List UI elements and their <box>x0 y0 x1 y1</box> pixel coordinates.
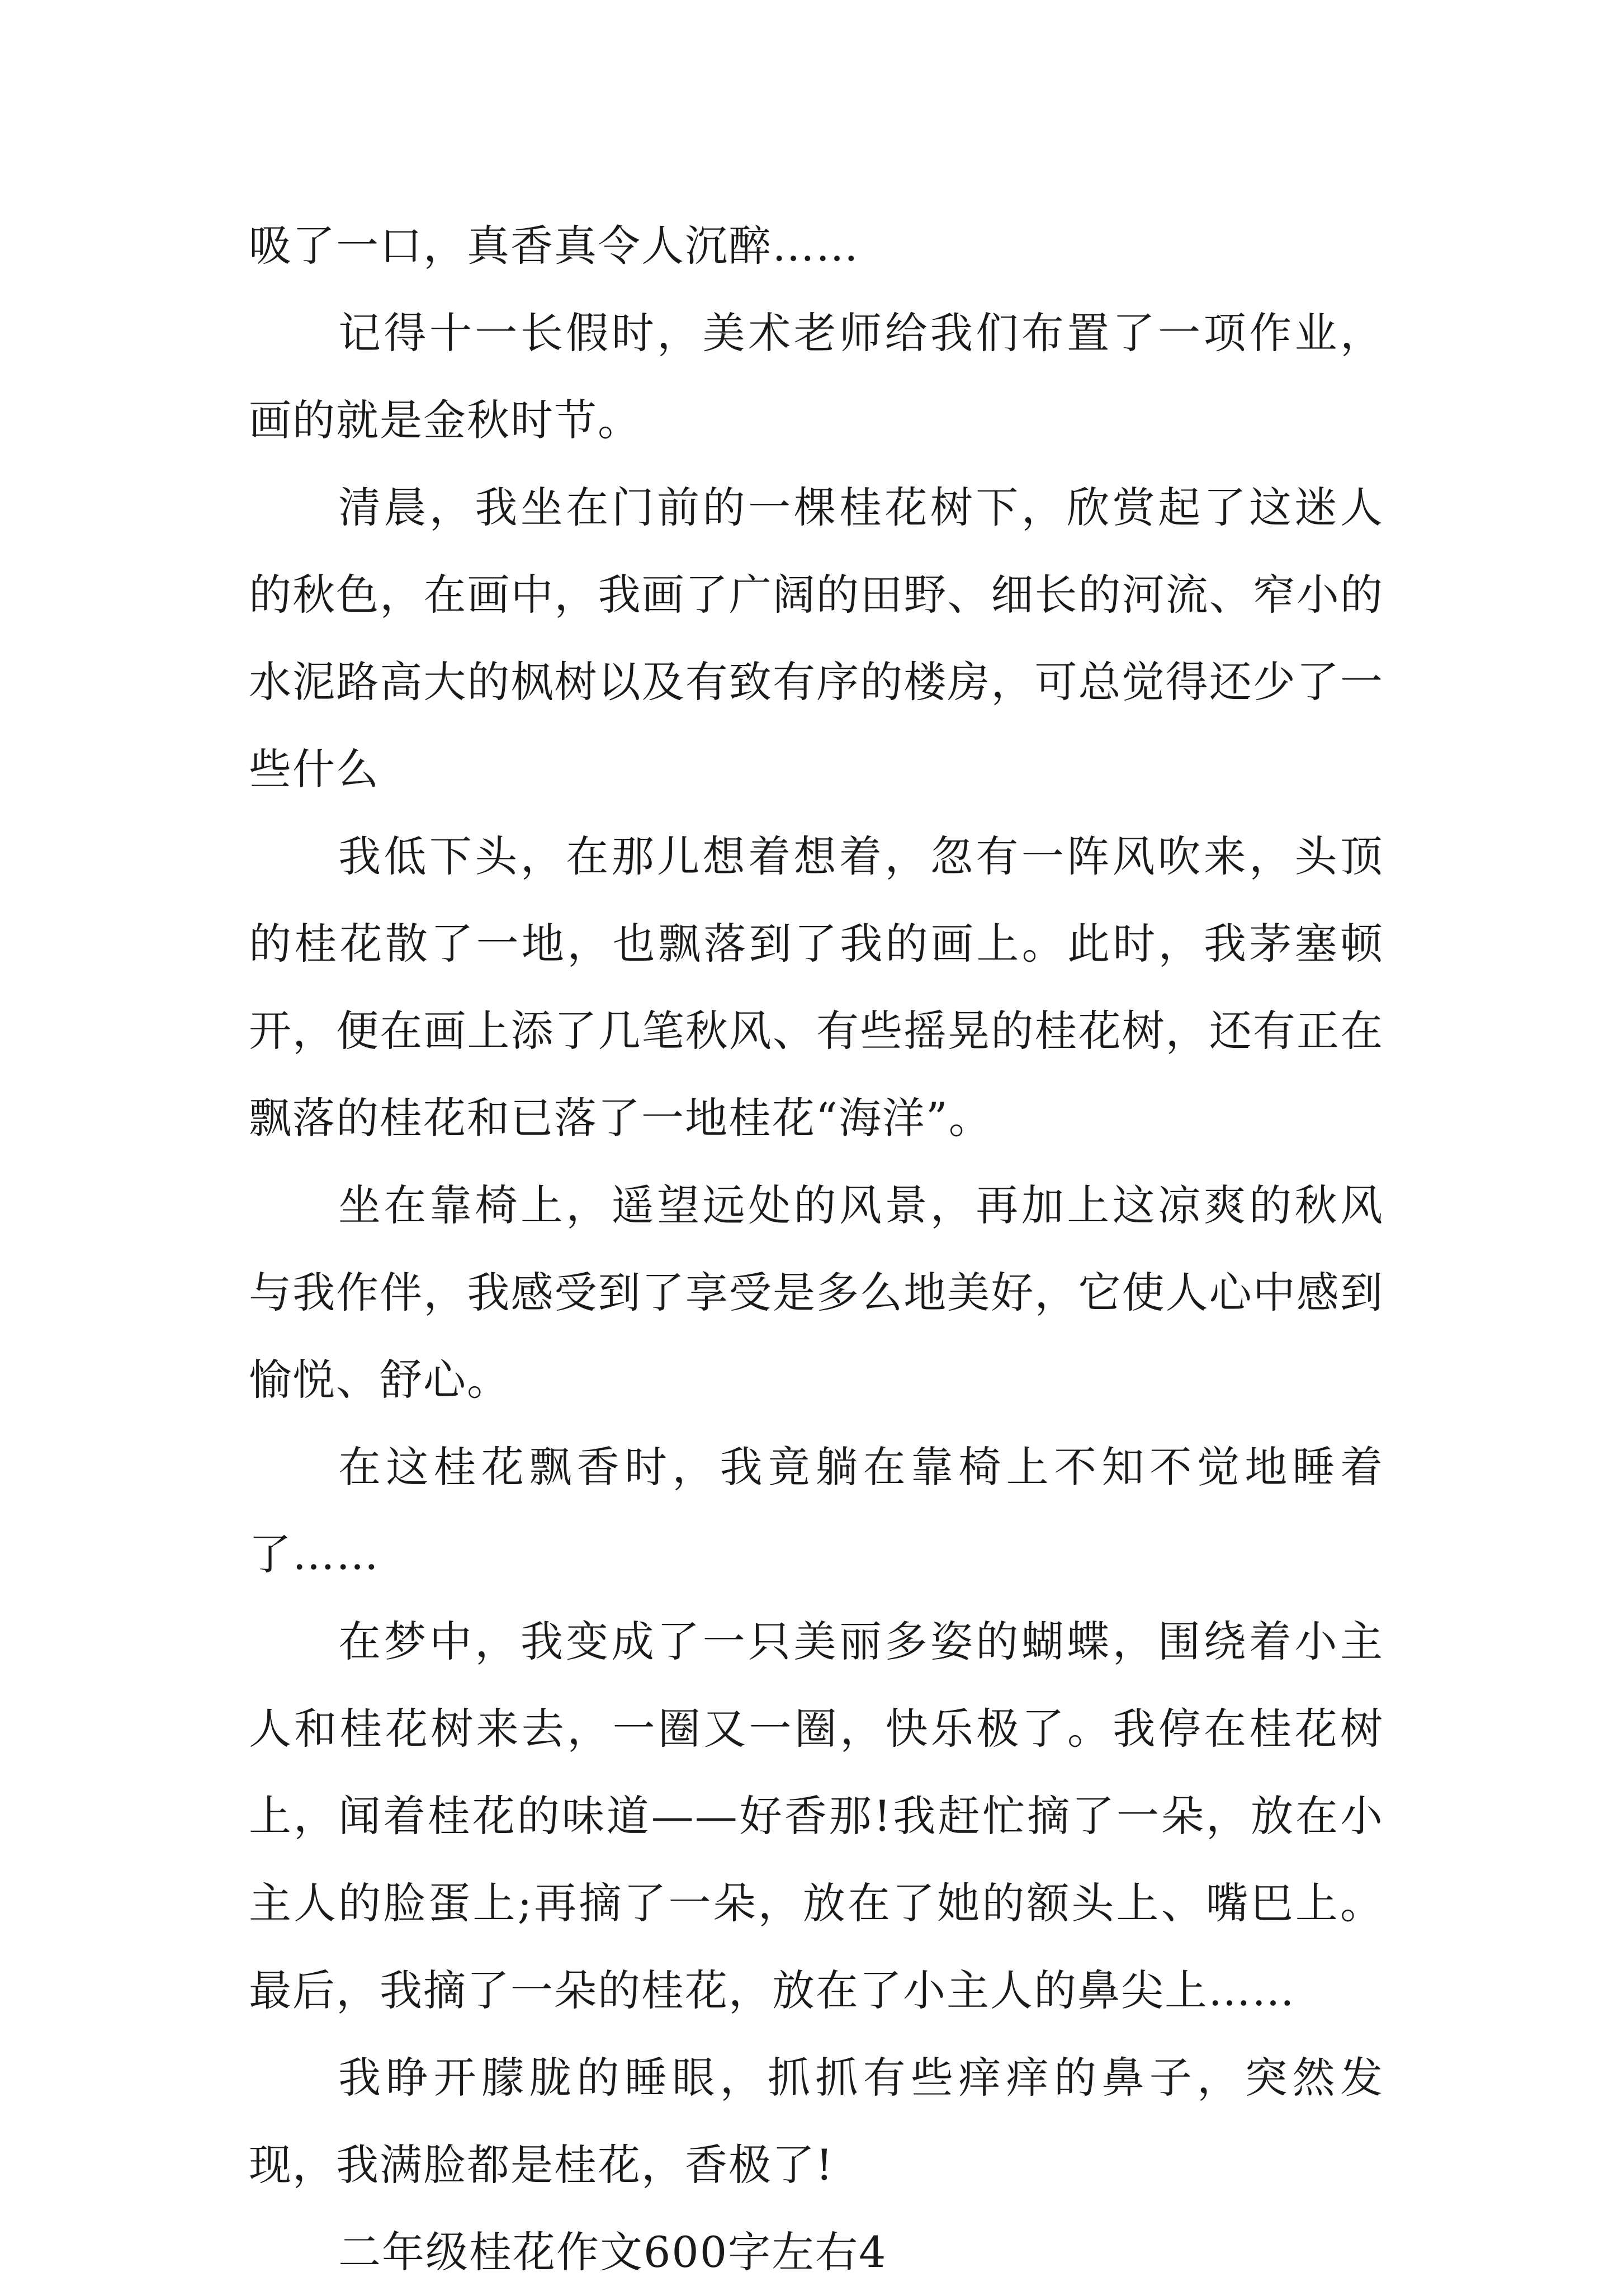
document-body <box>249 202 1384 2296</box>
paragraph-4: 我低下头，在那儿想着想着，忽有一阵风吹来，头顶的桂花散了一地，也飘落到了我的画上。此时，我茅塞顿开，便在画上添了几笔秋风、有些摇晃的桂花树，还有正在飘落的桂花和已落了一地桂花“海洋”。 <box>249 832 1384 1143</box>
section-heading: 二年级桂花作文600字左右4 <box>338 2227 887 2277</box>
paragraph-8: 我睁开朦胧的睡眼，抓抓有些痒痒的鼻子，突然发现，我满脸都是桂花，香极了! <box>249 2053 1384 2190</box>
paragraph-6: 在这桂花飘香时，我竟躺在靠椅上不知不觉地睡着了…… <box>249 1442 1384 1579</box>
paragraph-2: 记得十一长假时，美术老师给我们布置了一项作业，画的就是金秋时节。 <box>249 308 1384 445</box>
paragraph-1: 吸了一口，真香真令人沉醉…… <box>249 221 859 271</box>
paragraph-3: 清晨，我坐在门前的一棵桂花树下，欣赏起了这迷人的秋色，在画中，我画了广阔的田野、细长的河流、窄小的水泥路高大的枫树以及有致有序的楼房，可总觉得还少了一些什么 <box>249 483 1384 794</box>
paragraph-5: 坐在靠椅上，遥望远处的风景，再加上这凉爽的秋风与我作伴，我感受到了享受是多么地美好，它使人心中感到愉悦、舒心。 <box>249 1180 1384 1405</box>
paragraph-7: 在梦中，我变成了一只美丽多姿的蝴蝶，围绕着小主人和桂花树来去，一圈又一圈，快乐极了。我停在桂花树上，闻着桂花的味道——好香那!我赶忙摘了一朵，放在小主人的脸蛋上;再摘了一朵，放在了她的额头上、嘴巴上。最后，我摘了一朵的桂花，放在了小主人的鼻尖上…… <box>249 1617 1384 2015</box>
